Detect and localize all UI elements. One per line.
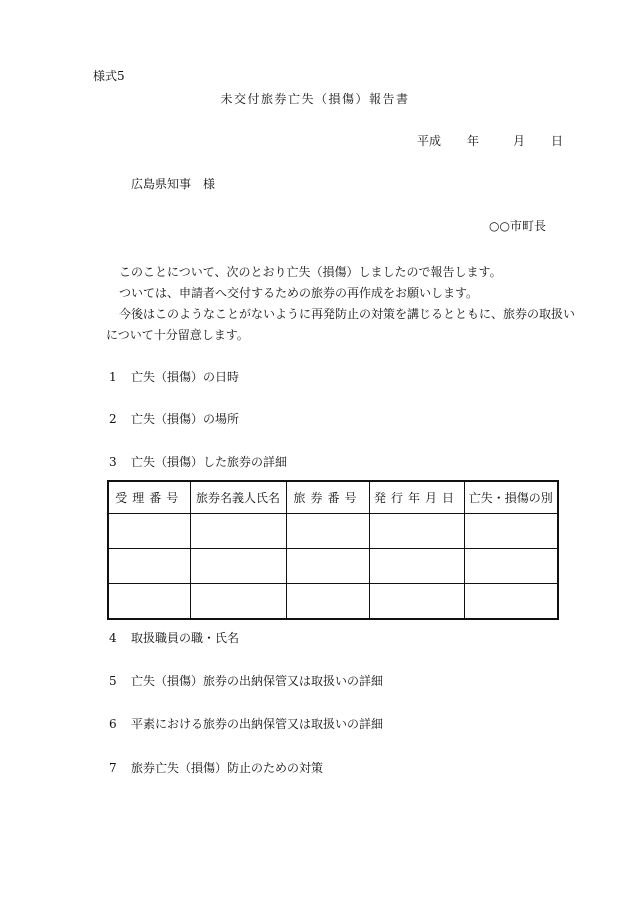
body-paragraph: について十分留意します。 xyxy=(106,328,249,342)
date-era: 平成 xyxy=(417,134,442,148)
section-6 xyxy=(109,718,383,730)
table-cell xyxy=(464,514,558,549)
section-label: 亡失（損傷）の日時 xyxy=(131,370,240,384)
table-cell xyxy=(190,549,286,584)
table-row xyxy=(108,549,558,584)
table-header-row xyxy=(108,481,558,514)
header-issue-date: 発行年月日 xyxy=(369,481,464,514)
section-number: 5 xyxy=(109,674,117,688)
body-paragraph: このことについて、次のとおり亡失（損傷）しましたので報告します。 xyxy=(119,265,502,279)
header-holder-name: 旅券名義人氏名 xyxy=(190,481,286,514)
section-number: 4 xyxy=(109,631,117,645)
table-cell xyxy=(108,584,190,620)
table-cell xyxy=(464,584,558,620)
section-label: 取扱職員の職・氏名 xyxy=(131,631,240,645)
section-number: 7 xyxy=(109,761,117,775)
header-passport-number: 旅券番号 xyxy=(286,481,369,514)
section-label: 亡失（損傷）した旅券の詳細 xyxy=(131,455,288,469)
addressee: 広島県知事 様 xyxy=(131,177,216,191)
date-year: 年 xyxy=(467,134,480,148)
sender: ○○市町長 xyxy=(489,219,546,233)
section-7 xyxy=(109,762,323,774)
passport-detail-table xyxy=(107,480,559,620)
header-loss-type: 亡失・損傷の別 xyxy=(464,481,558,514)
table-cell xyxy=(108,549,190,584)
section-number: 1 xyxy=(109,370,117,384)
section-number: 2 xyxy=(109,412,117,426)
table-cell xyxy=(108,514,190,549)
section-1 xyxy=(109,371,239,383)
table-cell xyxy=(369,584,464,620)
date-line xyxy=(417,135,563,147)
table-cell xyxy=(286,549,369,584)
table-cell xyxy=(286,514,369,549)
table-cell xyxy=(190,584,286,620)
form-number: 様式5 xyxy=(93,69,125,83)
date-month: 月 xyxy=(513,134,526,148)
table-row xyxy=(108,514,558,549)
table-cell xyxy=(369,549,464,584)
section-label: 旅券亡失（損傷）防止のための対策 xyxy=(131,761,324,775)
section-4 xyxy=(109,632,239,644)
section-2 xyxy=(109,413,239,425)
table-cell xyxy=(369,514,464,549)
document-title: 未交付旅券亡失（損傷）報告書 xyxy=(220,92,410,106)
table-row xyxy=(108,584,558,620)
body-text xyxy=(106,262,576,346)
section-number: 6 xyxy=(109,717,117,731)
table-cell xyxy=(464,549,558,584)
section-label: 亡失（損傷）の場所 xyxy=(131,412,240,426)
section-3 xyxy=(109,456,287,468)
section-5 xyxy=(109,675,383,687)
table-cell xyxy=(286,584,369,620)
header-receipt-number: 受理番号 xyxy=(108,481,190,514)
section-number: 3 xyxy=(109,455,117,469)
body-paragraph: 今後はこのようなことがないように再発防止の対策を講じるとともに、旅券の取扱い xyxy=(119,307,576,321)
date-day: 日 xyxy=(551,134,564,148)
body-paragraph: ついては、申請者へ交付するための旅券の再作成をお願いします。 xyxy=(119,286,479,300)
table-cell xyxy=(190,514,286,549)
section-label: 亡失（損傷）旅券の出納保管又は取扱いの詳細 xyxy=(131,674,384,688)
section-label: 平素における旅券の出納保管又は取扱いの詳細 xyxy=(131,717,384,731)
